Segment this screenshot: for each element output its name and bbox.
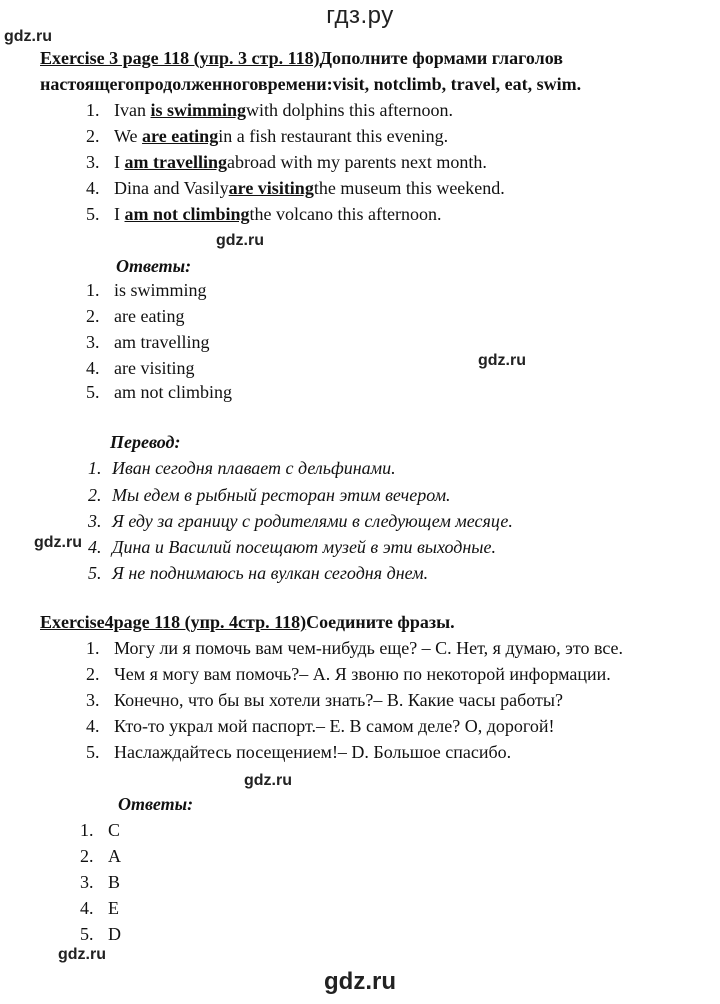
item-before: Ivan <box>114 100 151 120</box>
item-number: 5. <box>86 204 100 224</box>
exercise3-answer <box>86 332 209 353</box>
item-text: Конечно, что бы вы хотели знать?– В. Какие часы работы? <box>114 690 563 710</box>
translation-line <box>88 537 496 558</box>
watermark-ex3-translation-left: gdz.ru <box>34 534 82 551</box>
item-number: 3. <box>86 152 100 172</box>
exercise4-title-task: Соедините фразы. <box>306 612 455 632</box>
exercise3-answers-heading: Ответы: <box>116 256 192 276</box>
item-number: 3. <box>86 690 100 710</box>
item-after: abroad with my parents next month. <box>226 152 487 172</box>
item-before: I <box>114 152 125 172</box>
item-number: 1. <box>86 100 100 120</box>
answer-number: 2. <box>80 846 94 866</box>
translation-number: 4. <box>88 537 102 557</box>
exercise3-title <box>40 48 563 69</box>
answer-number: 1. <box>80 820 94 840</box>
item-after: the museum this weekend. <box>313 178 505 198</box>
translation-line <box>88 458 396 479</box>
translation-text: Дина и Василий посещают музей в эти выходные. <box>112 537 496 557</box>
item-text: Могу ли я помочь вам чем-нибудь еще? – С. Нет, я думаю, это все. <box>114 638 624 658</box>
exercise4-title <box>40 612 455 633</box>
watermark-top: гдз.ру <box>326 2 394 29</box>
exercise3-item <box>86 178 505 199</box>
exercise3-title-task: Дополните формами глаголов <box>319 48 563 68</box>
watermark-ex3-mid: gdz.ru <box>216 232 264 249</box>
item-number: 4. <box>86 178 100 198</box>
answer-number: 5. <box>80 924 94 944</box>
watermark-ex4-mid: gdz.ru <box>244 772 292 789</box>
watermark-bottom: gdz.ru <box>324 968 396 995</box>
answer-text: D <box>108 924 121 944</box>
answer-number: 4. <box>80 898 94 918</box>
item-number: 5. <box>86 742 100 762</box>
exercise3-answer <box>86 306 184 327</box>
item-after: with dolphins this afternoon. <box>246 100 453 120</box>
answer-text: are visiting <box>114 358 195 378</box>
exercise4-item <box>86 716 554 737</box>
answer-text: am not climbing <box>114 382 232 402</box>
exercise3-item <box>86 204 441 225</box>
exercise4-answer <box>80 924 121 945</box>
answer-text: are eating <box>114 306 185 326</box>
exercise4-item <box>86 638 623 659</box>
item-number: 4. <box>86 716 100 736</box>
answer-number: 4. <box>86 358 100 378</box>
answer-number: 2. <box>86 306 100 326</box>
item-answer: is swimming <box>150 100 246 120</box>
exercise4-item <box>86 664 611 685</box>
answer-number: 5. <box>86 382 100 402</box>
translation-number: 3. <box>88 511 102 531</box>
answer-number: 1. <box>86 280 100 300</box>
answer-number: 3. <box>86 332 100 352</box>
item-answer: are eating <box>142 126 219 146</box>
translation-line <box>88 563 428 584</box>
item-number: 2. <box>86 664 100 684</box>
exercise4-answer <box>80 820 120 841</box>
translation-number: 5. <box>88 563 102 583</box>
exercise3-answer <box>86 382 232 403</box>
translation-text: Иван сегодня плавает с дельфинами. <box>112 458 396 478</box>
exercise3-title-line2: настоящегопродолженноговремени:visit, notclimb, travel, eat, swim. <box>40 74 582 94</box>
item-text: Наслаждайтесь посещением!– D. Большое спасибо. <box>114 742 512 762</box>
answer-number: 3. <box>80 872 94 892</box>
exercise4-item <box>86 690 563 711</box>
answer-text: A <box>108 846 121 866</box>
exercise3-item <box>86 100 453 121</box>
exercise3-item <box>86 152 487 173</box>
translation-text: Мы едем в рыбный ресторан этим вечером. <box>112 485 451 505</box>
translation-line <box>88 485 451 506</box>
answer-text: C <box>108 820 121 840</box>
item-number: 1. <box>86 638 100 658</box>
item-text: Кто-то украл мой паспорт.– Е. В самом деле? О, дорогой! <box>114 716 555 736</box>
exercise4-title-ref: Exercise4page 118 (упр. 4стр. 118) <box>40 612 307 632</box>
watermark-ex3-answers-right: gdz.ru <box>478 352 526 369</box>
watermark-ex4-bottom-left: gdz.ru <box>58 946 106 963</box>
translation-text: Я еду за границу с родителями в следующем месяце. <box>112 511 513 531</box>
answer-text: is swimming <box>114 280 207 300</box>
exercise4-answer <box>80 846 121 867</box>
item-after: the volcano this afternoon. <box>249 204 442 224</box>
item-before: Dina and Vasily <box>114 178 229 198</box>
exercise4-answer <box>80 872 120 893</box>
item-after: in a fish restaurant this evening. <box>218 126 449 146</box>
exercise3-answer <box>86 358 194 379</box>
exercise3-translation-heading: Перевод: <box>110 432 181 452</box>
watermark-side-left-top: gdz.ru <box>4 28 52 45</box>
exercise4-item <box>86 742 511 763</box>
exercise3-item <box>86 126 448 147</box>
item-answer: am travelling <box>124 152 227 172</box>
answer-text: am travelling <box>114 332 210 352</box>
translation-number: 1. <box>88 458 102 478</box>
answer-text: B <box>108 872 121 892</box>
item-text: Чем я могу вам помочь?– А. Я звоню по некоторой информации. <box>114 664 611 684</box>
translation-number: 2. <box>88 485 102 505</box>
translation-text: Я не поднимаюсь на вулкан сегодня днем. <box>112 563 429 583</box>
item-number: 2. <box>86 126 100 146</box>
answer-text: E <box>108 898 119 918</box>
exercise4-answers-heading: Ответы: <box>118 794 194 814</box>
exercise3-title-ref: Exercise 3 page 118 (упр. 3 стр. 118) <box>40 48 320 68</box>
item-answer: am not climbing <box>124 204 250 224</box>
item-answer: are visiting <box>228 178 314 198</box>
translation-line <box>88 511 513 532</box>
item-before: We <box>114 126 143 146</box>
exercise3-answer <box>86 280 207 301</box>
exercise4-answer <box>80 898 119 919</box>
item-before: I <box>114 204 125 224</box>
